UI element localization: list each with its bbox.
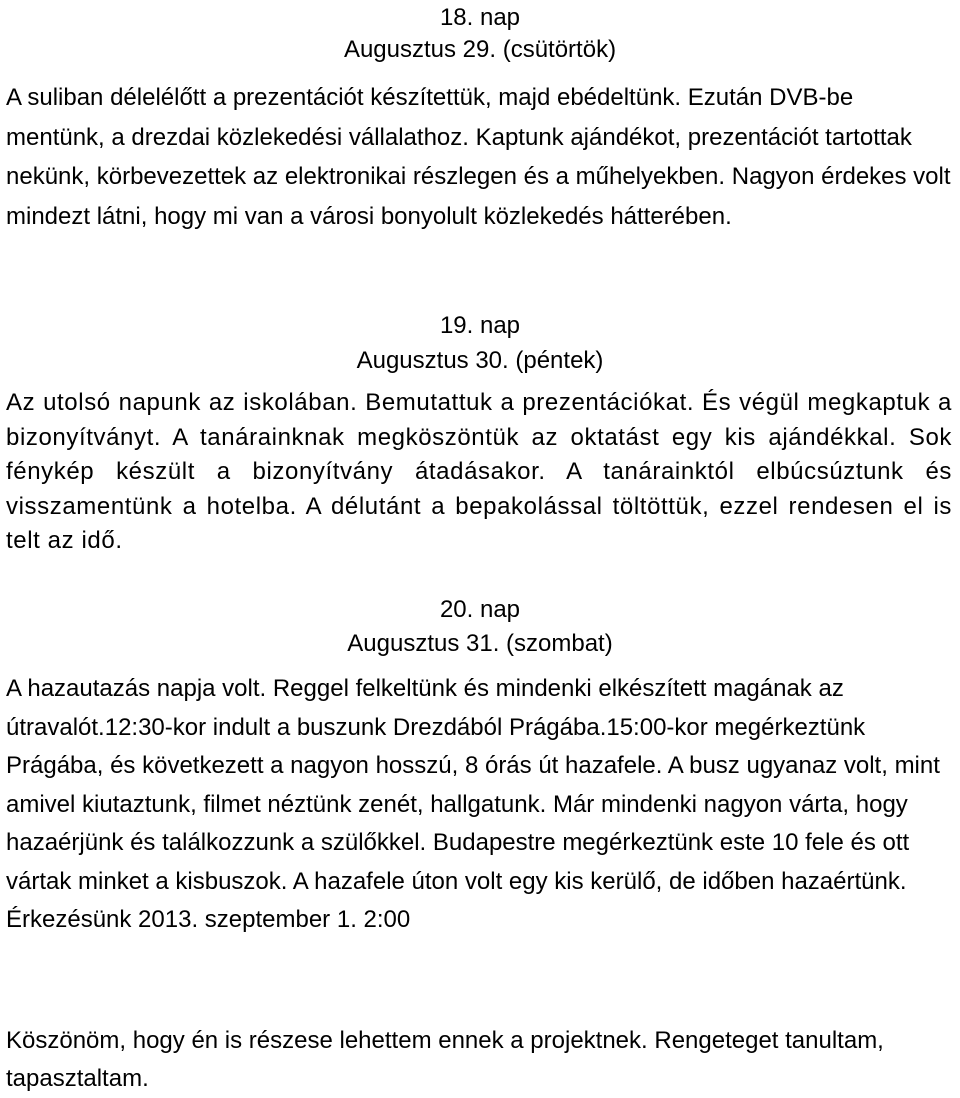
entry-paragraph: A hazautazás napja volt. Reggel felkeltünk és mindenki elkészített magának az útravalót.12:30-kor indult a buszunk Drezdából Prágába.15:00-kor megérkeztünk Prágába, és következett a nagyon hosszú, 8 órás út hazafele. A busz ugyanaz volt, mint amivel kiutaztunk, filmet néztünk zenét, hallgatunk. Már mindenki nagyon várta, hogy hazaérjünk és találkozzunk a szülőkkel. Budapestre megérkeztünk este 10 fele és ott vártak minket a kisbuszok. A hazafele úton volt egy kis kerülő, de időben hazaértünk. Érkezésünk 2013. szeptember 1. 2:00 — [6, 675, 940, 933]
entry-day-heading: 18. nap — [439, 4, 521, 31]
entry-day-heading: 19. nap — [439, 312, 521, 339]
entry-date-heading: Augusztus 29. (csütörtök) — [343, 36, 617, 63]
entry-paragraph: A suliban délelélőtt a prezentációt készítettük, majd ebédeltünk. Ezután DVB-be mentünk, a drezdai közlekedési vállalathoz. Kaptunk ajándékot, prezentációt tartottak nekünk, körbevezettek az elektronikai részlegen és a műhelyekben. Nagyon érdekes volt mindezt látni, hogy mi van a városi bonyolult közlekedés hátterében. — [6, 84, 951, 230]
entry-date-heading: Augusztus 31. (szombat) — [347, 630, 613, 657]
closing-paragraph: Köszönöm, hogy én is részese lehettem ennek a projektnek. Rengeteget tanultam, tapasztaltam. — [6, 1027, 884, 1092]
entry-day-heading: 20. nap — [439, 596, 521, 623]
entry-date-heading: Augusztus 30. (péntek) — [356, 347, 604, 374]
entry-paragraph: Az utolsó napunk az iskolában. Bemutattuk a prezentációkat. És végül megkaptuk a bizonyítványt. A tanárainknak megköszöntük az oktatást egy kis ajándékkal. Sok fénykép készült a bizonyítvány átadásakor. A tanárainktól elbúcsúztunk és visszamentünk a hotelba. A délutánt a bepakolással töltöttük, ezzel rendesen el is telt az idő. — [6, 389, 952, 554]
